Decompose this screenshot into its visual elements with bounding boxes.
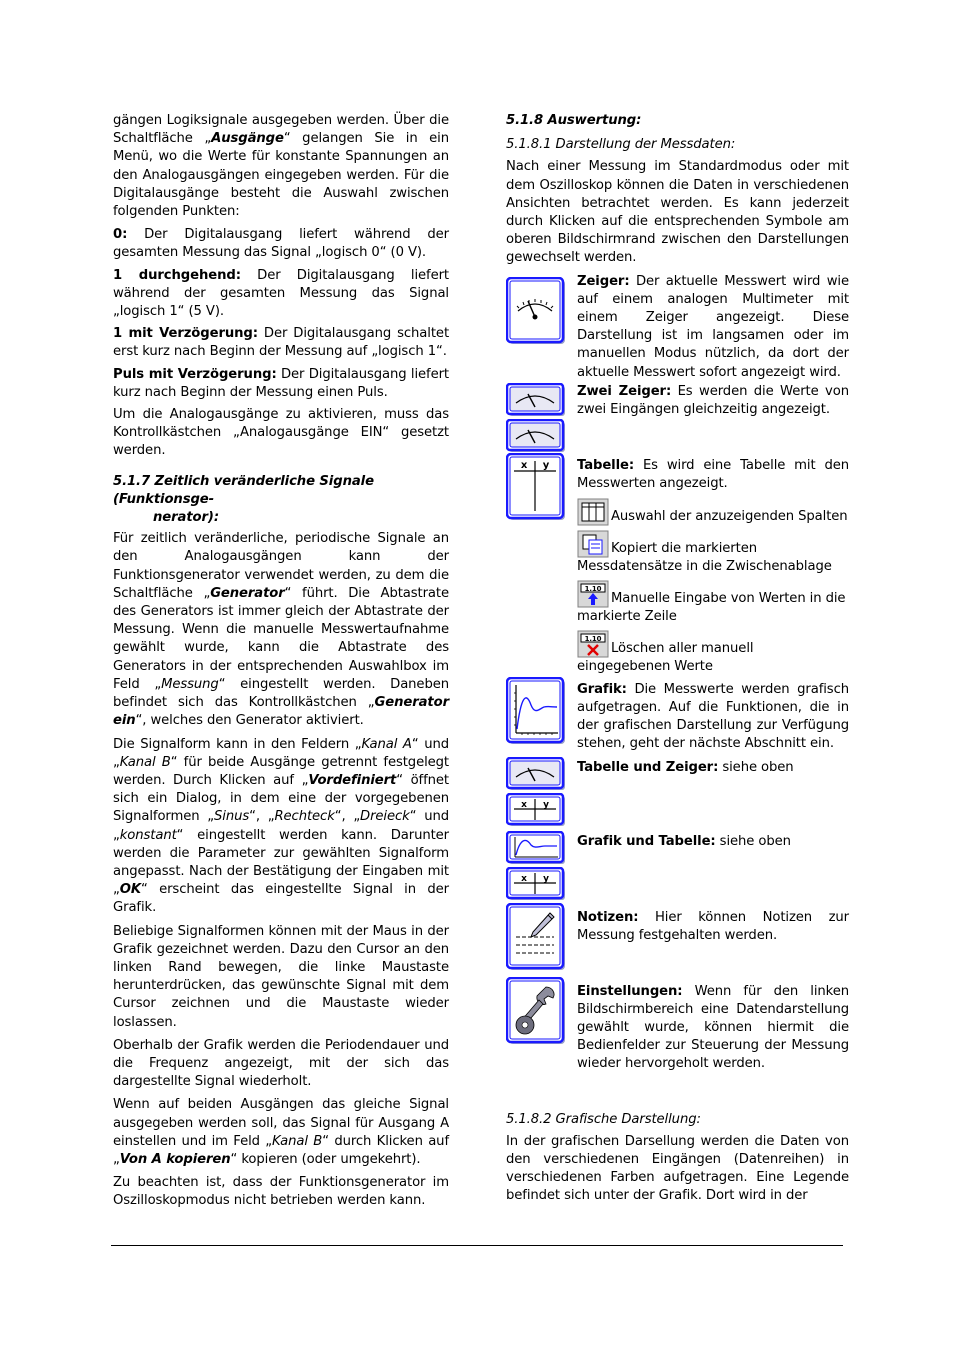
- subsection-heading-5-1-8-1: 5.1.8.1 Darstellung der Messdaten:: [506, 137, 736, 153]
- svg-text:1.10: 1.10: [584, 635, 602, 644]
- grafik-description: Grafik: Die Messwerte werden grafisch aufgetragen. Auf die Funktionen, die in der grafischen Darstellung zur Verfügung stehen, geht der nächste Abschnitt ein.: [577, 681, 849, 752]
- graph-combo-icon: [506, 831, 566, 865]
- table-sub-manual: 1.10 Manuelle Eingabe von Werten in die markierte Zeile: [577, 580, 849, 626]
- entry-notizen: [506, 909, 849, 983]
- notes-icon: [506, 903, 566, 971]
- table-combo-icon-2: [506, 867, 566, 901]
- settings-wrench-icon: [506, 977, 566, 1045]
- paragraph-generator: Für zeitlich veränderliche, periodische Signale an den Analogausgängen kann der Funktionsgenerator verwendet werden, zu dem die Schaltfläche „Generator“ führt. Die Abtastrate des Generators ist immer gleich der Abtastrate der Messung. Wenn die manuelle Messwertaufnahme gewählt wurde, kann die Abtastrate des Generators in der entsprechenden Auswahlbox im Feld „Messung“ eingestellt werden. Daneben befindet sich das Kontrollkästchen „Generator ein“, welches den Generator aktiviert.: [113, 531, 449, 729]
- paragraph-period: Oberhalb der Grafik werden die Periodendauer und die Frequenz angezeigt, mit der sich das dargestellte Signal wiederholt.: [113, 1037, 449, 1090]
- table-combo-icon: [506, 793, 566, 827]
- delete-entries-icon[interactable]: [577, 630, 609, 658]
- svg-text:x: x: [520, 459, 528, 471]
- svg-text:x: x: [521, 799, 527, 810]
- option-1-durchgehend: 1 durchgehend: Der Digitalausgang liefert während der gesamten Messung das Signal „logisch 1“ (5 V).: [113, 267, 449, 320]
- paragraph-analog-activate: Um die Analogausgänge zu aktivieren, muss das Kontrollkästchen „Analogausgänge EIN“ gesetzt werden.: [113, 407, 449, 459]
- entry-zeiger: [506, 273, 849, 383]
- paragraph-graphic-view: In der grafischen Darsellung werden die Daten von den verschiedenen Eingängen (Datenreihen) in verschiedenen Farben aufgetragen. Eine Legende befindet sich unter der Grafik. Dort wird in der: [506, 1133, 849, 1204]
- paragraph-copy-channel: Wenn auf beiden Ausgängen das gleiche Signal ausgegeben werden soll, das Signal für Ausgang A einstellen und im Feld „Kanal B“ durch Klicken auf „Von A kopieren“ kopieren (oder umgekehrt).: [113, 1097, 449, 1167]
- right-column: [506, 112, 849, 1211]
- footer-rule: [111, 1245, 843, 1246]
- entry-zwei-zeiger: [506, 383, 849, 457]
- paragraph-intro-views: Nach einer Messung im Standardmodus oder mit dem Oszilloskop können die Daten in verschiedenen Ansichten betrachtet werden. Es kann jederzeit durch Klicken auf die entsprechenden Symbole am oberen Bildschirmrand zwischen den Darstellungen gewechselt werden.: [506, 159, 849, 266]
- left-column: [113, 112, 449, 1216]
- tabelle-description: Tabelle: Es wird eine Tabelle mit den Messwerten angezeigt.: [577, 457, 849, 491]
- zwei-zeiger-description: Zwei Zeiger: Es werden die Werte von zwei Eingängen gleichzeitig angezeigt.: [577, 383, 849, 417]
- tabelle-zeiger-description: Tabelle und Zeiger: siehe oben: [577, 759, 794, 775]
- gauge-small-icon: [506, 383, 566, 417]
- einstellungen-description: Einstellungen: Wenn für den linken Bildschirmbereich eine Datendarstellung gewählt wurde, können hiermit die Bedienfelder zur Steuerung der Messung wieder hervorgeholt werden.: [577, 983, 849, 1072]
- svg-text:x: x: [521, 873, 527, 884]
- svg-text:y: y: [542, 459, 550, 471]
- svg-text:y: y: [543, 873, 549, 884]
- copy-icon[interactable]: [577, 530, 609, 558]
- paragraph-oscilloscope-note: Zu beachten ist, dass der Funktionsgenerator im Oszilloskopmodus nicht betrieben werden kann.: [113, 1175, 449, 1209]
- entry-tabelle-zeiger: [506, 759, 849, 833]
- table-icon: [506, 453, 566, 521]
- entry-grafik: [506, 681, 849, 759]
- manual-entry-icon[interactable]: [577, 580, 609, 608]
- gauge-small-icon-2: [506, 419, 566, 453]
- option-puls: Puls mit Verzögerung: Der Digitalausgang liefert kurz nach Beginn der Messung einen Puls.: [113, 366, 449, 400]
- grafik-tabelle-description: Grafik und Tabelle: siehe oben: [577, 833, 791, 849]
- option-0: 0: Der Digitalausgang liefert während der gesamten Messung das Signal „logisch 0“ (0 V).: [113, 227, 449, 261]
- entry-einstellungen: [506, 983, 849, 1111]
- svg-text:y: y: [543, 799, 549, 810]
- notizen-description: Notizen: Hier können Notizen zur Messung festgehalten werden.: [577, 909, 849, 943]
- paragraph-free-draw: Beliebige Signalformen können mit der Maus in der Grafik gezeichnet werden. Dazu den Cursor an den linken Rand bewegen, die linke Maustaste herunterdrücken, das gewünschte Signal mit dem Cursor zeichnen und die Maustaste wieder loslassen.: [113, 923, 449, 1030]
- subsection-heading-5-1-8-2: 5.1.8.2 Grafische Darstellung:: [506, 1111, 701, 1127]
- svg-text:1.10: 1.10: [584, 585, 602, 594]
- paragraph-logic-signals: gängen Logiksignale ausgegeben werden. Über die Schaltfläche „Ausgänge“ gelangen Sie in ein Menü, wo die Werte für konstante Spannungen an den Analogausgängen eingegeben werden. Für die Digitalausgänge besteht die Auswahl zwischen folgenden Punkten:: [113, 113, 449, 220]
- section-heading-5-1-7: 5.1.7 Zeitlich veränderliche Signale (Funktionsge- nerator):: [113, 473, 374, 526]
- section-heading-5-1-8: 5.1.8 Auswertung:: [506, 113, 642, 128]
- gauge-combo-icon: [506, 757, 566, 791]
- table-sub-copy: Kopiert die markierten Messdatensätze in die Zwischenablage: [577, 530, 849, 576]
- gauge-icon: [506, 277, 566, 345]
- option-1-verzoegerung: 1 mit Verzögerung: Der Digitalausgang schaltet erst kurz nach Beginn der Messung auf „logisch 1“.: [113, 326, 450, 360]
- entry-grafik-tabelle: [506, 833, 849, 909]
- paragraph-signalform: Die Signalform kann in den Feldern „Kanal A“ und „Kanal B“ für beide Ausgänge getrennt festgelegt werden. Durch Klicken auf „Vordefiniert“ öffnet sich ein Dialog, in dem eine der vorgegebenen Signalformen „Sinus“, „Rechteck“, „Dreieck“ und „konstant“ eingestellt werden kann. Darunter werden die Parameter zur gewählten Signalform angepasst. Nach der Bestätigung der Eingaben mit „OK“ erscheint das eingestellte Signal in der Grafik.: [113, 736, 449, 916]
- zeiger-description: Zeiger: Der aktuelle Messwert wird wie auf einem analogen Multimeter mit einem Zeiger angezeigt. Diese Darstellung ist im langsamen oder im manuellen Modus nützlich, da dort der aktuelle Messwert sofort angezeigt wird.: [577, 273, 849, 380]
- table-sub-delete: 1.10 Löschen aller manuell eingegebenen Werte: [577, 630, 849, 676]
- column-select-icon[interactable]: [577, 498, 609, 526]
- graph-icon: [506, 677, 566, 745]
- entry-tabelle: [506, 457, 849, 677]
- table-sub-columns: Auswahl der anzuzeigenden Spalten: [577, 498, 849, 526]
